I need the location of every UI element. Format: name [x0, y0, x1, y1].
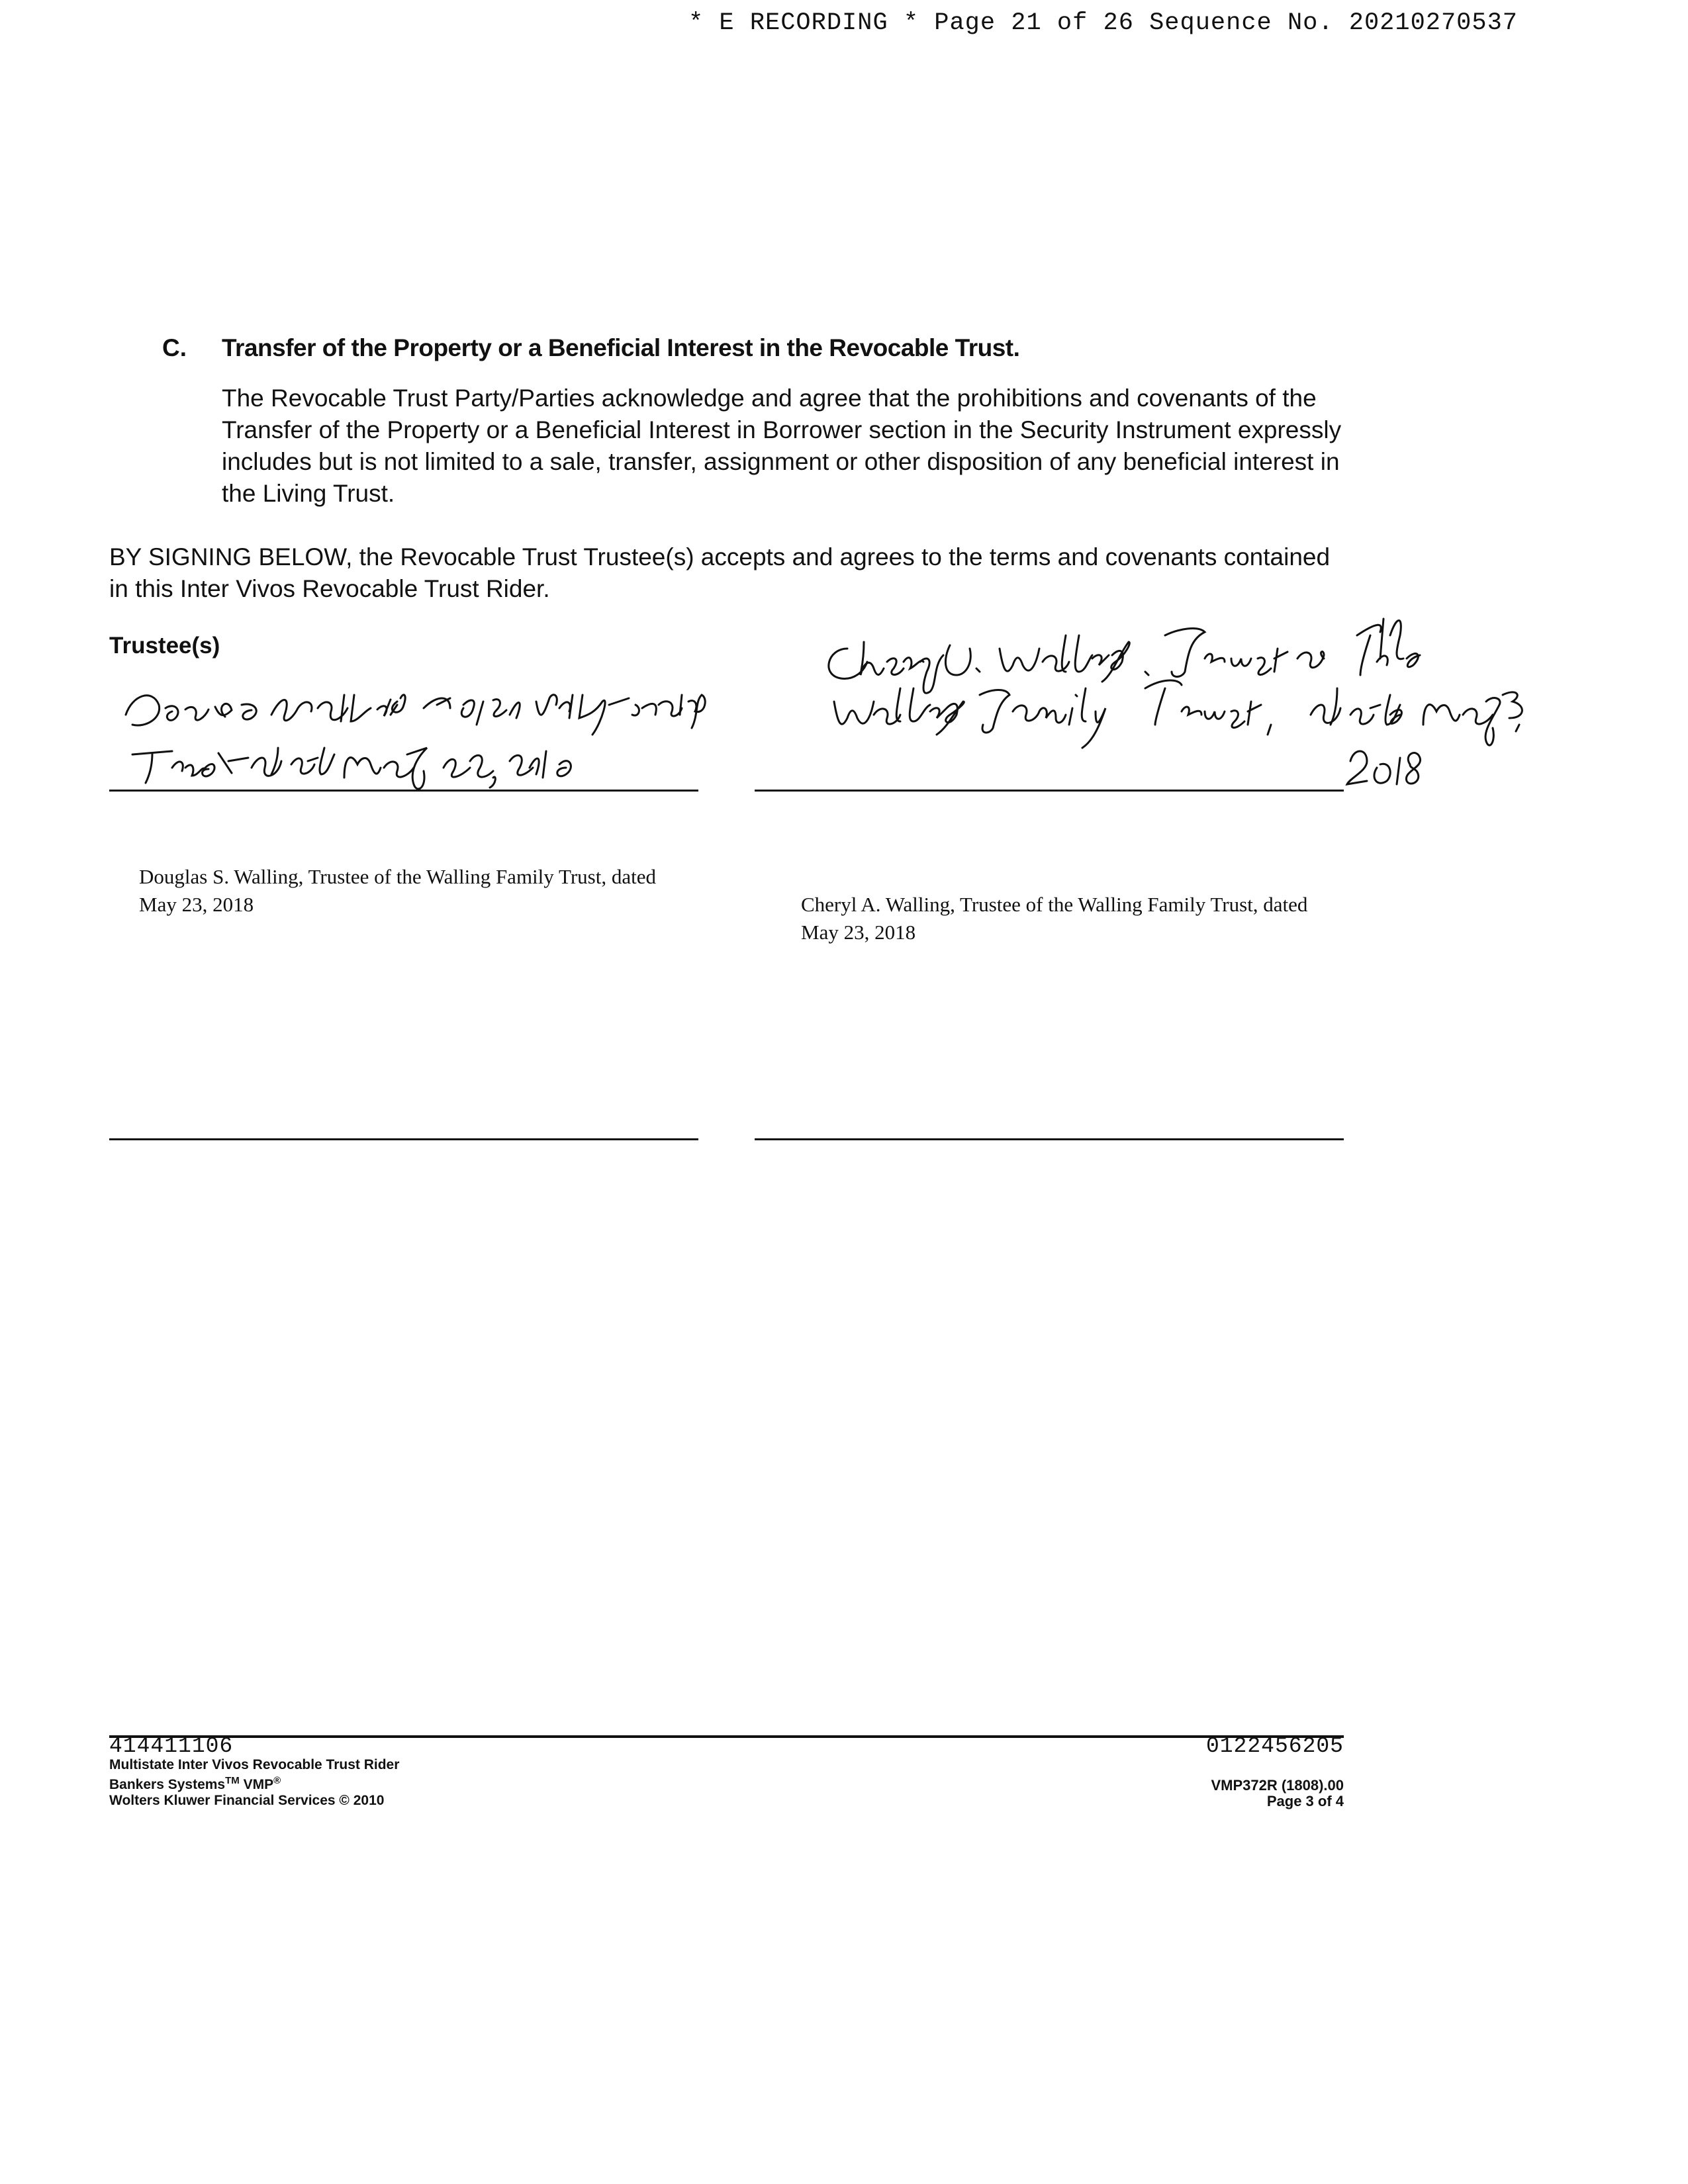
registered-mark: ®	[273, 1775, 281, 1786]
trustees-heading: Trustee(s)	[109, 633, 220, 659]
footer-copyright: Wolters Kluwer Financial Services © 2010	[109, 1793, 385, 1808]
footer-systems-prefix: Bankers Systems	[109, 1777, 226, 1792]
section-title: Transfer of the Property or a Beneficial Interest in the Revocable Trust.	[222, 334, 1020, 361]
footer-systems-suffix: VMP	[243, 1777, 274, 1792]
footer-form-info	[109, 1757, 399, 1809]
signing-statement: BY SIGNING BELOW, the Revocable Trust Trustee(s) accepts and agrees to the terms and covenants contained in this Inter Vivos Revocable Trust Rider.	[109, 543, 1331, 602]
blank-signature-line	[109, 1138, 698, 1140]
footer-rule	[109, 1735, 1344, 1738]
footer-loan-number: 414411106	[109, 1734, 234, 1758]
footer-doc-number: 0122456205	[1205, 1734, 1344, 1758]
section-letter: C.	[162, 334, 187, 361]
trademark-mark: TM	[225, 1775, 240, 1786]
recording-header: * E RECORDING * Page 21 of 26 Sequence No. 20210270537	[688, 9, 1518, 37]
section-body: The Revocable Trust Party/Parties acknowledge and agree that the prohibitions and covenants of the Transfer of the Property or a Beneficial Interest in Borrower section in the Security Instrument expressly includes but is not limited to a sale, transfer, assignment or other disposition of any beneficial interest in the Living Trust.	[222, 385, 1342, 507]
footer-page-number: Page 3 of 4	[1266, 1793, 1344, 1809]
blank-signature-line	[755, 1138, 1344, 1140]
signature-douglas-walling	[106, 668, 781, 801]
footer-form-code: VMP372R (1808).00	[1211, 1777, 1344, 1794]
footer-systems	[109, 1773, 399, 1793]
signer-caption-douglas: Douglas S. Walling, Trustee of the Walling Family Trust, dated May 23, 2018	[139, 865, 656, 916]
footer-form-name: Multistate Inter Vivos Revocable Trust Rider	[109, 1757, 400, 1772]
signature-line	[755, 790, 1344, 792]
signer-caption-cheryl: Cheryl A. Walling, Trustee of the Walling Family Trust, dated May 23, 2018	[801, 893, 1308, 944]
signature-cheryl-walling	[808, 596, 1536, 794]
signature-line	[109, 790, 698, 792]
